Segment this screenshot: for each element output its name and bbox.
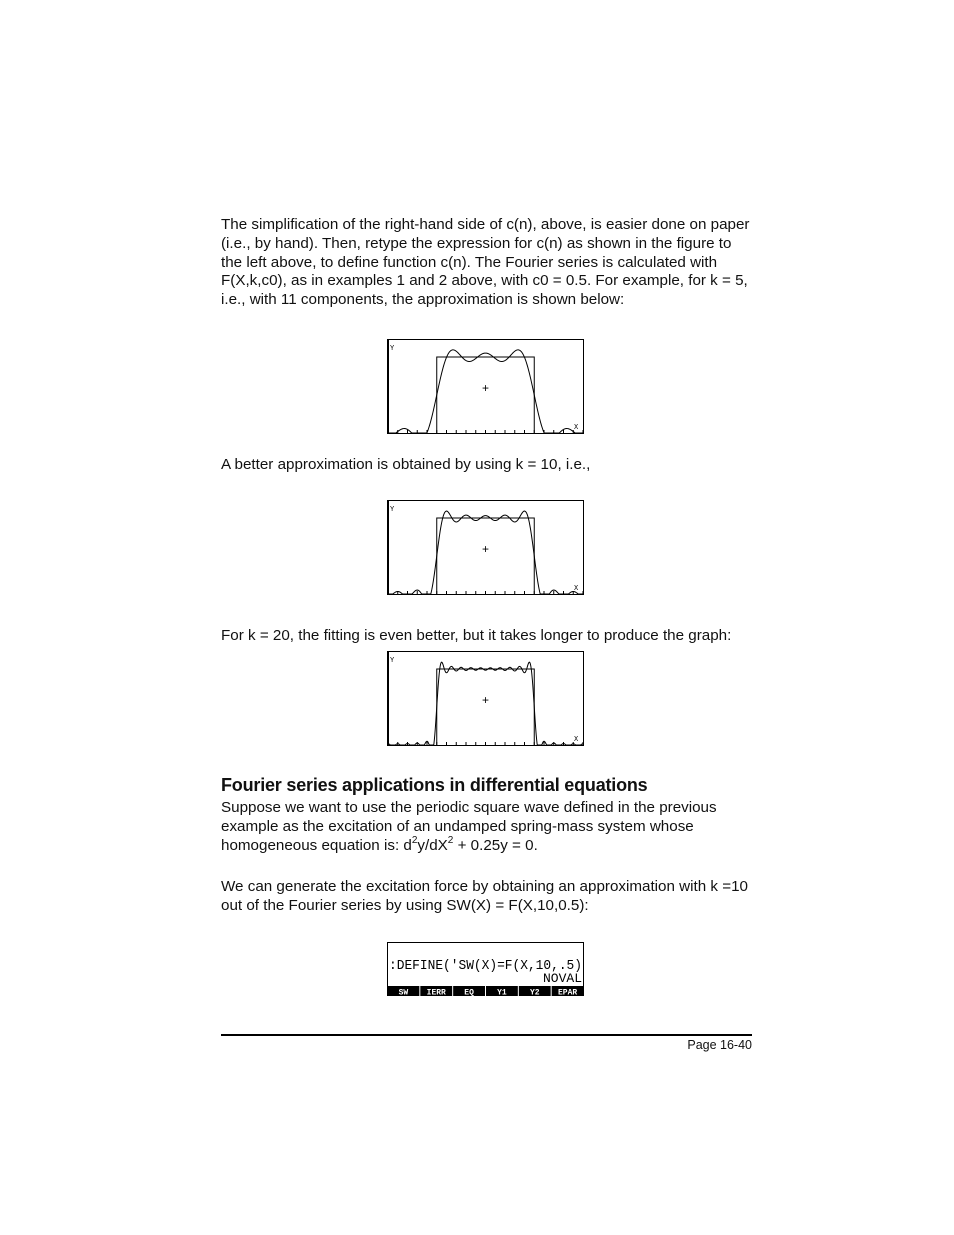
plot-k5: [387, 339, 584, 434]
softkey-eq[interactable]: EQ: [464, 988, 474, 996]
plot-y-label: Y: [390, 506, 395, 514]
command-line: :DEFINE('SW(X)=F(X,10,.5): [389, 958, 582, 974]
plot-k20: [387, 651, 584, 746]
superscript: 2: [411, 834, 418, 846]
suppose-paragraph: [221, 799, 753, 855]
intro-paragraph: The simplification of the right-hand side of c(n), above, is easier done on paper (i.e., by hand). Then, retype the expression for c(n) as shown in the figure to the left above, to define function c(n). The Fourier series is calculated with F(X,k,c0), as in examples 1 and 2 above, with c0 = 0.5. For example, for k = 5, i.e., with 11 components, the approximation is shown below:: [221, 216, 750, 309]
plot-x-label: X: [574, 424, 579, 432]
plot-cursor-icon: +: [482, 381, 490, 395]
k20-paragraph: For k = 20, the fitting is even better, but it takes longer to produce the graph:: [221, 627, 732, 644]
footer-rule: [221, 1034, 752, 1036]
page-number: Page 16-40: [687, 1038, 752, 1052]
softkey-epar[interactable]: EPAR: [557, 988, 578, 996]
softkey-y2[interactable]: Y2: [529, 988, 540, 996]
plot-cursor-icon: +: [482, 693, 490, 707]
plot-x-label: X: [574, 585, 579, 593]
calculator-screen: [387, 942, 584, 996]
softkey-y1[interactable]: Y1: [497, 988, 507, 996]
softkey-sw[interactable]: SW: [398, 988, 409, 996]
plot-cursor-icon: +: [482, 542, 490, 556]
softkey-ierr[interactable]: IERR: [426, 988, 446, 996]
plot-y-label: Y: [390, 345, 395, 353]
generate-paragraph: We can generate the excitation force by obtaining an approximation with k =10 out of the Fourier series by using SW(X) = F(X,10,0.5):: [221, 878, 748, 914]
plot-x-label: X: [574, 736, 579, 744]
section-heading: Fourier series applications in differential equations: [221, 775, 648, 795]
plot-y-label: Y: [390, 657, 395, 665]
suppose-text-a: Suppose we want to use the periodic square wave defined in the previous example as the excitation of an undamped spring-mass system whose homogeneous equation is: d: [221, 799, 717, 854]
better-paragraph: A better approximation is obtained by using k = 10, i.e.,: [221, 456, 591, 473]
suppose-text-b: y/dX: [417, 836, 448, 854]
result-line: NOVAL: [542, 971, 582, 986]
superscript: 2: [447, 834, 454, 846]
suppose-text-c: + 0.25y = 0.: [453, 836, 538, 854]
plot-k10: [387, 500, 584, 595]
